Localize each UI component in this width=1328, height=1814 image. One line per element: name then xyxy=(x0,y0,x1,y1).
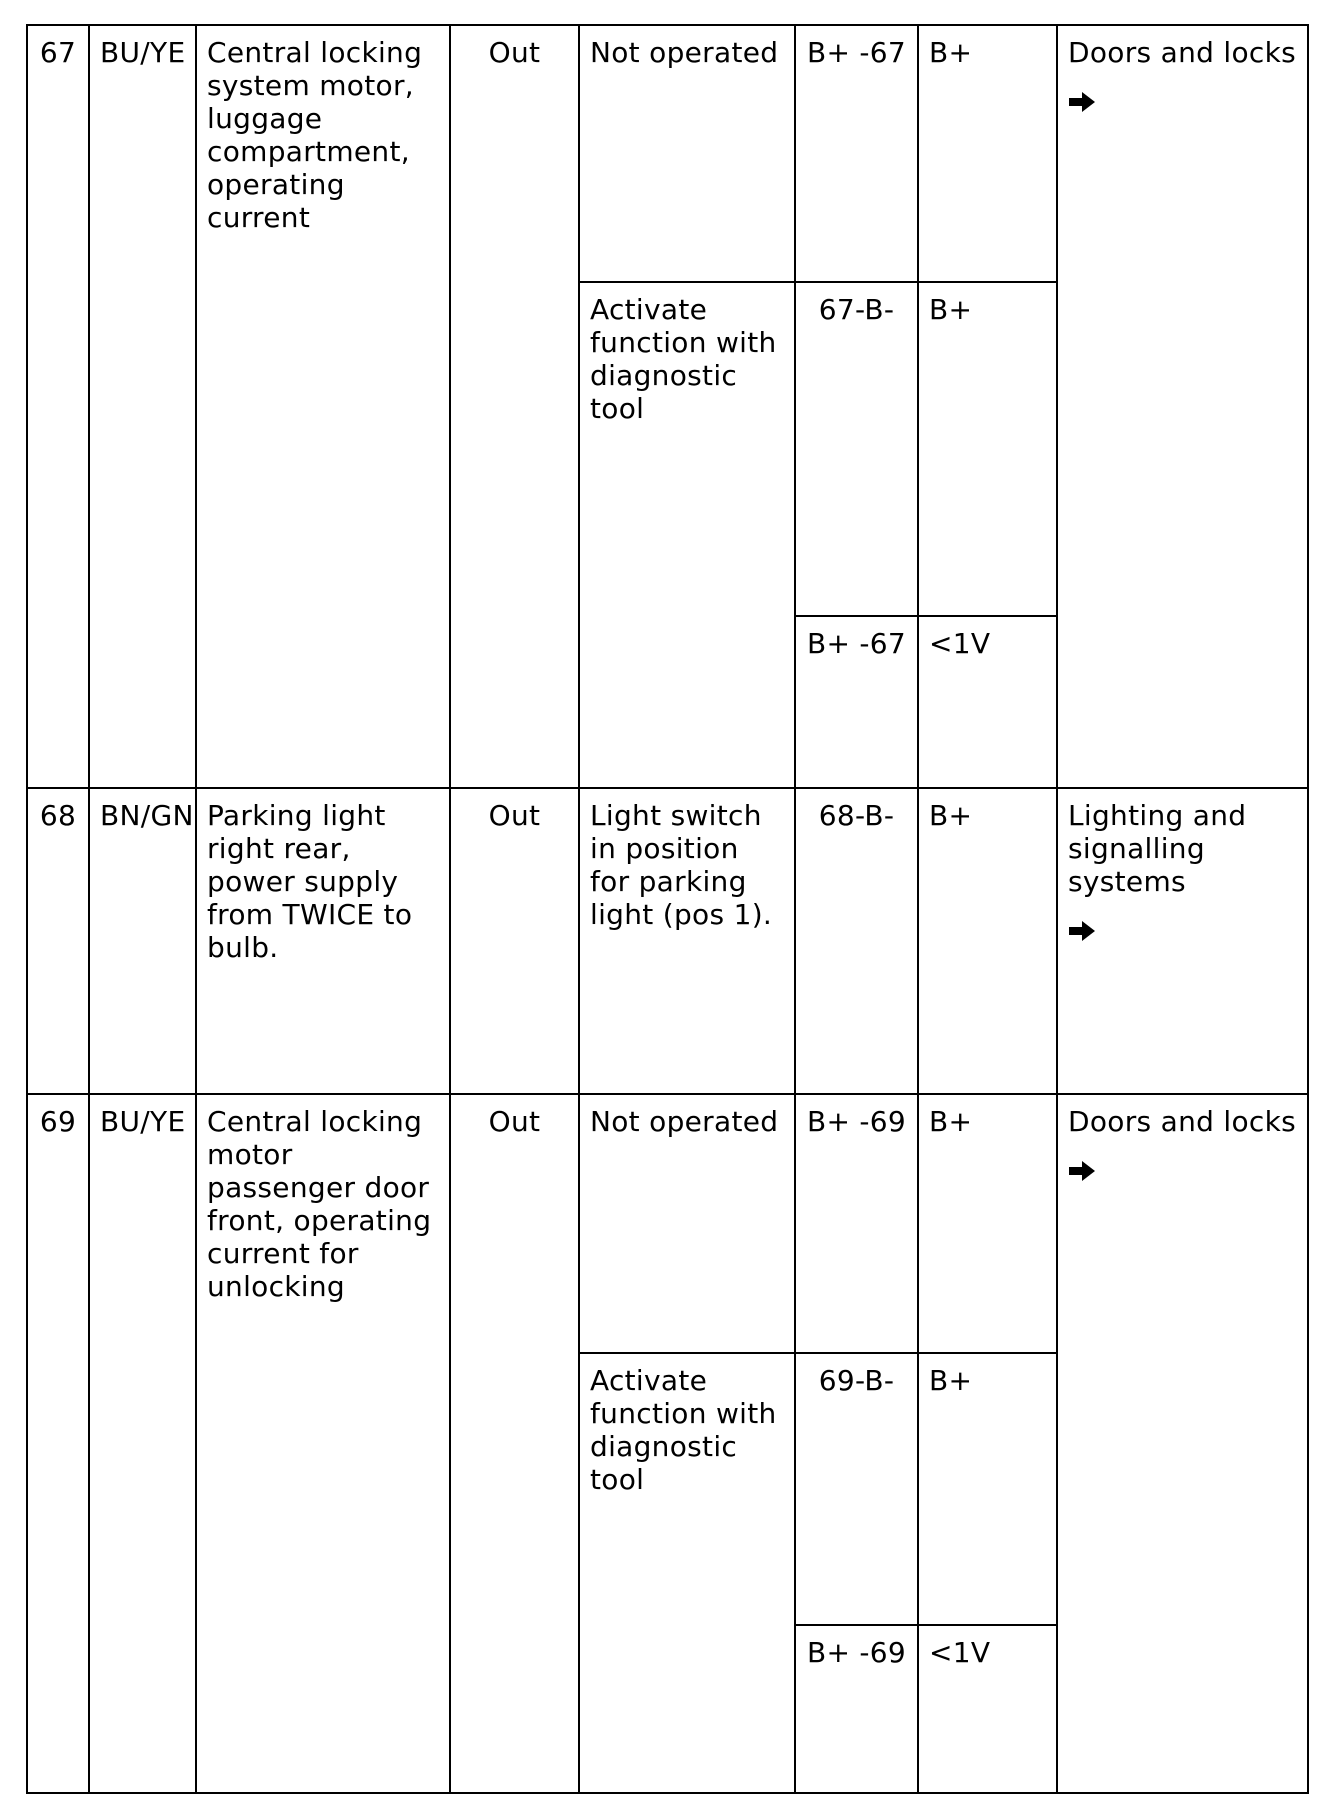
test-condition: Activate function with diagnostic tool xyxy=(579,282,795,788)
wire-color: BU/YE xyxy=(89,1094,196,1793)
pin-number: 69 xyxy=(27,1094,89,1793)
nominal-value: B+ xyxy=(918,788,1057,1094)
nominal-value: B+ xyxy=(918,1094,1057,1353)
function-group-label: Lighting and signalling systems xyxy=(1068,799,1247,898)
measuring-points: B+ -67 xyxy=(795,25,918,282)
test-condition: Light switch in position for parking light (pos 1). xyxy=(579,788,795,1094)
measuring-points: B+ -69 xyxy=(795,1094,918,1353)
pin-description: Central locking motor passenger door front, operating current for unlocking xyxy=(196,1094,450,1793)
pinout-table xyxy=(26,24,1309,1794)
nominal-value: <1V xyxy=(918,1625,1057,1793)
arrow-right-icon[interactable] xyxy=(1068,920,1096,942)
measuring-points: 67-B- xyxy=(795,282,918,616)
table-row xyxy=(27,1094,1308,1353)
table-row xyxy=(27,25,1308,282)
nominal-value: <1V xyxy=(918,616,1057,788)
measuring-points: B+ -67 xyxy=(795,616,918,788)
pin-number: 67 xyxy=(27,25,89,788)
pin-number: 68 xyxy=(27,788,89,1094)
measuring-points: 68-B- xyxy=(795,788,918,1094)
signal-direction: Out xyxy=(450,1094,579,1793)
function-group-link[interactable] xyxy=(1057,25,1308,788)
test-condition: Not operated xyxy=(579,1094,795,1353)
function-group-link[interactable] xyxy=(1057,1094,1308,1793)
pin-description: Parking light right rear, power supply from TWICE to bulb. xyxy=(196,788,450,1094)
arrow-right-icon[interactable] xyxy=(1068,1160,1096,1182)
pin-description: Central locking system motor, luggage compartment, operating current xyxy=(196,25,450,788)
table-row xyxy=(27,788,1308,1094)
nominal-value: B+ xyxy=(918,282,1057,616)
test-condition: Not operated xyxy=(579,25,795,282)
test-condition: Activate function with diagnostic tool xyxy=(579,1353,795,1793)
nominal-value: B+ xyxy=(918,1353,1057,1625)
wire-color: BN/GN xyxy=(89,788,196,1094)
function-group-label: Doors and locks xyxy=(1068,36,1297,69)
function-group-label: Doors and locks xyxy=(1068,1105,1297,1138)
function-group-link[interactable] xyxy=(1057,788,1308,1094)
pinout-table-container xyxy=(26,24,1309,1794)
signal-direction: Out xyxy=(450,25,579,788)
measuring-points: B+ -69 xyxy=(795,1625,918,1793)
nominal-value: B+ xyxy=(918,25,1057,282)
wire-color: BU/YE xyxy=(89,25,196,788)
signal-direction: Out xyxy=(450,788,579,1094)
measuring-points: 69-B- xyxy=(795,1353,918,1625)
arrow-right-icon[interactable] xyxy=(1068,91,1096,113)
